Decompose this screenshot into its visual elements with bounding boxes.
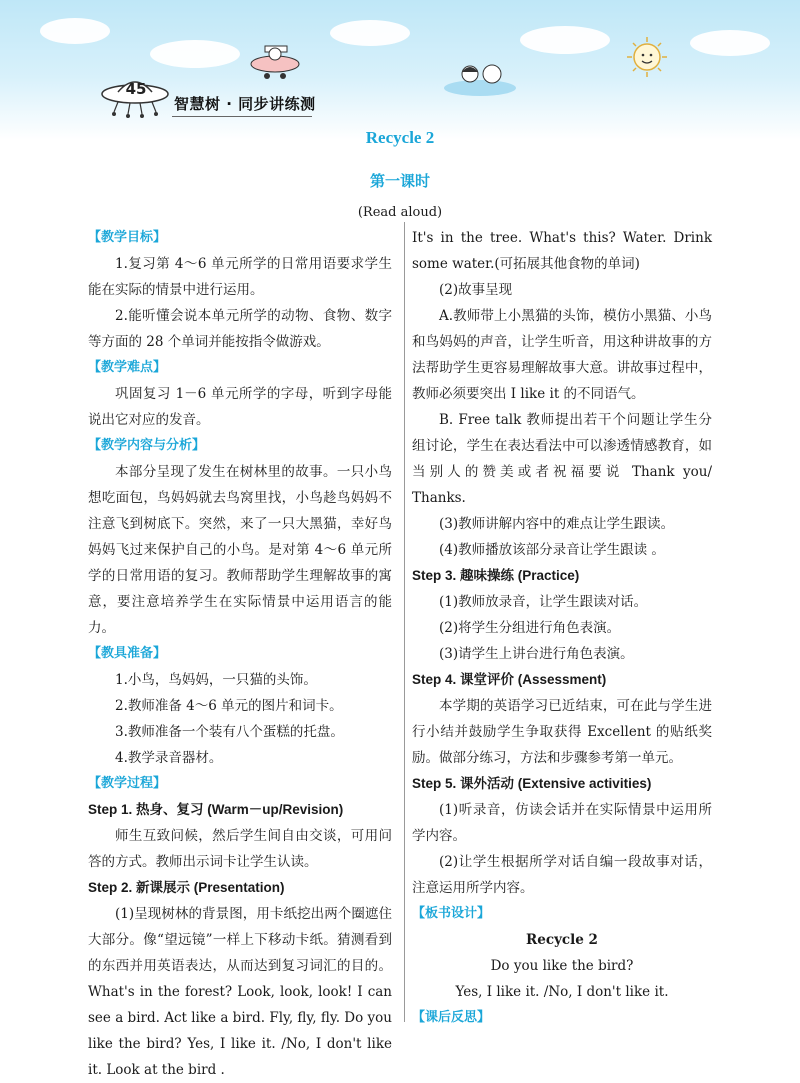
list-item: (3)教师讲解内容中的难点让学生跟读。: [439, 516, 675, 532]
sub-heading: (2)故事呈现: [439, 282, 513, 298]
paragraph: B. Free talk 教师提出若干个问题让学生分组讨论，学生在表达看法中可以渗透情感教育，如当别人的赞美或者祝福要说 Thank you/ Thanks.: [412, 412, 712, 506]
paragraph: 巩固复习 1－6 单元所学的字母，听到字母能说出它对应的发音。: [88, 386, 392, 428]
step-heading: Step 2. 新课展示 (Presentation): [88, 880, 285, 895]
paragraph: 本部分呈现了发生在树林里的故事。一只小鸟想吃面包，鸟妈妈就去鸟窝里找，小鸟趁鸟妈妈不注意飞到树底下。突然，来了一只大黑猫，幸好鸟妈妈飞过来保护自己的小鸟。是对第 4～6 单元所学的日常用语的复习。教师帮助学生理解故事的寓意，要注意培养学生在实际情景中运用语言的能力。: [88, 464, 392, 636]
page-header: [0, 0, 800, 140]
step-heading: Step 3. 趣味操练 (Practice): [412, 568, 580, 583]
sun-icon: [626, 36, 668, 78]
header-rule: [172, 116, 312, 117]
board-title: Recycle 2: [526, 932, 598, 948]
unit-title: Recycle 2: [365, 128, 435, 147]
list-item: (2)让学生根据所学对话自编一段故事对话，注意运用所学内容。: [412, 854, 712, 896]
board-line: Do you like the bird?: [490, 958, 634, 974]
list-item: 2.教师准备 4～6 单元的图片和词卡。: [115, 698, 343, 714]
section-heading: 【课后反思】: [412, 1010, 491, 1025]
list-item: (1)教师放录音，让学生跟读对话。: [439, 594, 648, 610]
paragraph: 2.能听懂会说本单元所学的动物、食物、数字等方面的 28 个单词并能按指令做游戏。: [88, 308, 392, 350]
step-heading: Step 5. 课外活动 (Extensive activities): [412, 776, 652, 791]
list-item: (2)将学生分组进行角色表演。: [439, 620, 621, 636]
list-item: 1.小鸟，鸟妈妈，一只猫的头饰。: [115, 672, 317, 688]
step-heading: Step 4. 课堂评价 (Assessment): [412, 672, 607, 687]
left-column: [88, 225, 392, 1083]
right-column: [412, 225, 712, 1031]
section-heading: 【教学难点】: [88, 360, 167, 375]
step-heading: Step 1. 热身、复习 (Warm－up/Revision): [88, 802, 344, 817]
cloud: [520, 26, 610, 54]
paragraph: 师生互致问候，然后学生间自由交谈，可用问答的方式。教师出示词卡让学生认读。: [88, 828, 392, 870]
cloud: [40, 18, 110, 44]
paragraph: It's in the tree. What's this? Water. Drink some water.(可拓展其他食物的单词): [412, 230, 712, 272]
list-item: (4)教师播放该部分录音让学生跟读 。: [439, 542, 665, 558]
board-line: Yes, I like it. /No, I don't like it.: [455, 984, 669, 1000]
section-heading: 【教学目标】: [88, 230, 167, 245]
lesson-title: 第一课时: [369, 172, 430, 190]
cloud: [690, 30, 770, 56]
paragraph: 1.复习第 4～6 单元所学的日常用语要求学生能在实际的情景中进行运用。: [88, 256, 392, 298]
paragraph: 本学期的英语学习已近结束，可在此与学生进行小结并鼓励学生争取获得 Excellent 的贴纸奖励。做部分练习，方法和步骤参考第一单元。: [412, 698, 712, 766]
paragraph: (1)呈现树林的背景图，用卡纸挖出两个圈遮住大部分。像“望远镜”一样上下移动卡纸。猜测看到的东西并用英语表达，从而达到复习词汇的目的。What's in the forest? Look, look, look! I can see a bird. Act like a bird. Fly, fly, fly. Do you like the bird? Yes, I like it. /No, I don't like it. Look at the bird .: [88, 906, 392, 1078]
list-item: (3)请学生上讲台进行角色表演。: [439, 646, 634, 662]
cloud: [150, 40, 240, 68]
paragraph: A.教师带上小黑猫的头饰，模仿小黑猫、小鸟和鸟妈妈的声音，让学生听音，用这种讲故事的方法帮助学生更容易理解故事大意。讲故事过程中，教师必须要突出 I like it 的不同语气。: [412, 308, 712, 402]
page-number: 45: [125, 80, 147, 98]
airplane-illustration-icon: [245, 38, 305, 84]
list-item: (1)听录音，仿读会话并在实际情景中运用所学内容。: [412, 802, 712, 844]
series-title: 智慧树 · 同步讲练测: [174, 95, 316, 113]
section-heading: 【教学内容与分析】: [88, 438, 206, 453]
list-item: 3.教师准备一个装有八个蛋糕的托盘。: [115, 724, 344, 740]
column-divider: [404, 222, 405, 1022]
kids-on-cloud-illustration-icon: [440, 58, 520, 98]
cloud: [330, 20, 410, 46]
section-heading: 【教学过程】: [88, 776, 167, 791]
list-item: 4.教学录音器材。: [115, 750, 223, 766]
section-heading: 【板书设计】: [412, 906, 491, 921]
lesson-subtitle: (Read aloud): [357, 205, 443, 220]
section-heading: 【教具准备】: [88, 646, 167, 661]
